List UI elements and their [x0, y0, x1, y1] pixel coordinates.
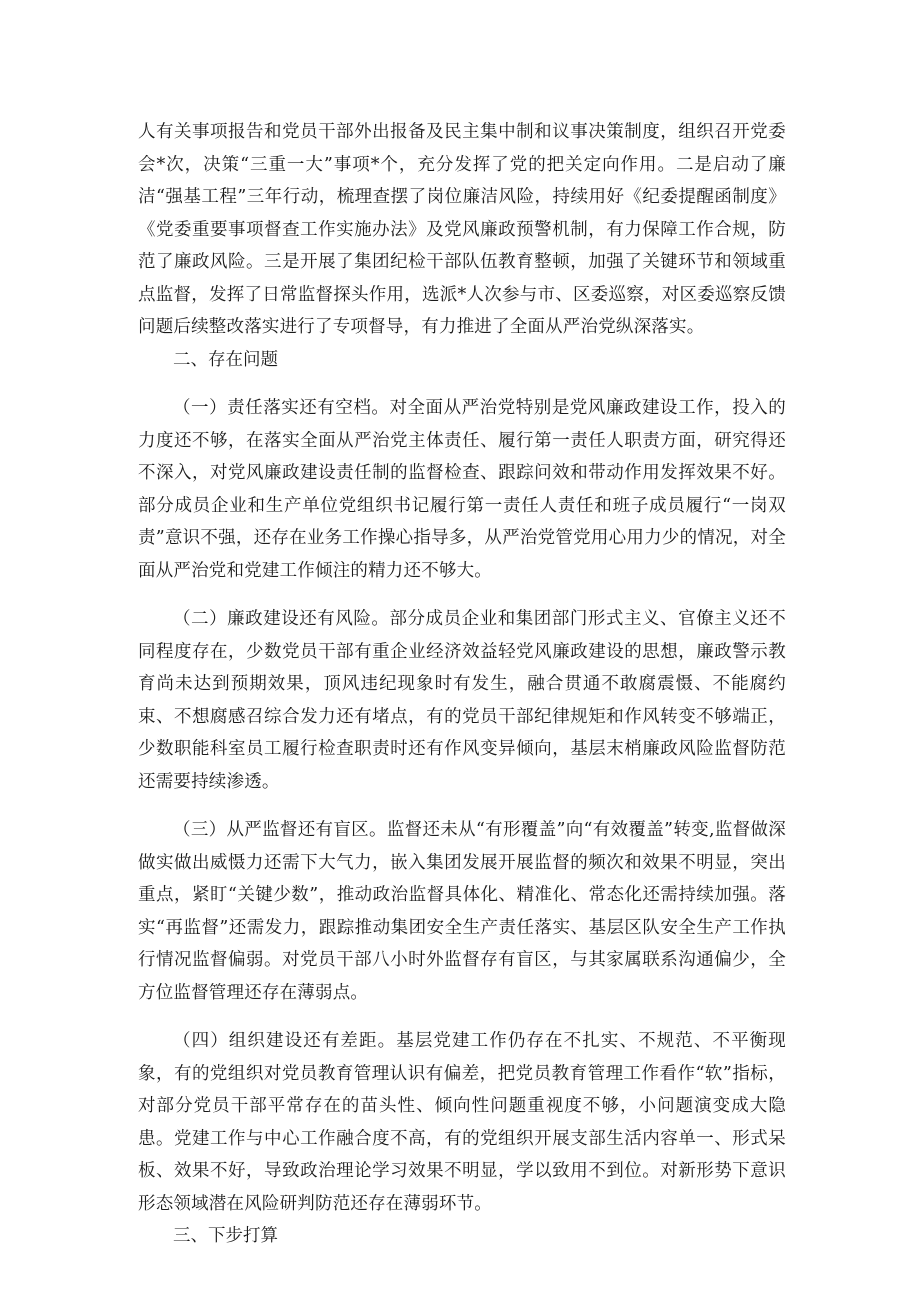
section-heading-next-steps: 三、下步打算 [173, 1226, 278, 1246]
section-heading-problems: 二、存在问题 [173, 349, 278, 370]
document-page [138, 116, 786, 1253]
paragraph-continued: 人有关事项报告和党员干部外出报备及民主集中制和议事决策制度，组织召开党委会*次，决策“三重一大”事项*个，充分发挥了党的把关定向作用。二是启动了廉洁“强基工程”三年行动，梳理查摆了岗位廉洁风险，持续用好《纪委提醒函制度》《党委重要事项督查工作实施办法》及党风廉政预警机制，有力保障工作合规，防范了廉政风险。三是开展了集团纪检干部队伍教育整顿，加强了关键环节和领域重点监督，发挥了日常监督探头作用，选派*人次参与市、区委巡察，对区委巡察反馈问题后续整改落实进行了专项督导，有力推进了全面从严治党纵深落实。 [138, 122, 786, 337]
paragraph-organization-gap: （四）组织建设还有差距。基层党建工作仍存在不扎实、不规范、不平衡现象，有的党组织对党员教育管理认识有偏差，把党员教育管理工作看作“软”指标，对部分党员干部平常存在的苗头性、倾向性问题重视度不够，小问题演变成大隐患。党建工作与中心工作融合度不高，有的党组织开展支部生活内容单一、形式呆板、效果不好，导致政治理论学习效果不明显，学以致用不到位。对新形势下意识形态领域潜在风险研判防范还存在薄弱环节。 [138, 1031, 786, 1214]
paragraph-supervision-gap: （三）从严监督还有盲区。监督还未从“有形覆盖”向“有效覆盖”转变,监督做深做实做出威慑力还需下大气力，嵌入集团发展开展监督的频次和效果不明显，突出重点，紧盯“关键少数”，推动政治监督具体化、精准化、常态化还需持续加强。落实“再监督”还需发力，跟踪推动集团安全生产责任落实、基层区队安全生产工作执行情况监督偏弱。对党员干部八小时外监督存有盲区，与其家属联系沟通偏少，全方位监督管理还存在薄弱点。 [138, 820, 786, 1003]
paragraph-responsibility: （一）责任落实还有空档。对全面从严治党特别是党风廉政建设工作，投入的力度还不够，在落实全面从严治党主体责任、履行第一责任人职责方面，研究得还不深入，对党风廉政建设责任制的监督检查、跟踪问效和带动作用发挥效果不好。部分成员企业和生产单位党组织书记履行第一责任人责任和班子成员履行“一岗双责”意识不强，还存在业务工作操心指导多，从严治党管党用心用力少的情况，对全面从严治党和党建工作倾注的精力还不够大。 [138, 398, 786, 581]
paragraph-integrity-risk: （二）廉政建设还有风险。部分成员企业和集团部门形式主义、官僚主义还不同程度存在，少数党员干部有重企业经济效益轻党风廉政建设的思想，廉政警示教育尚未达到预期效果，顶风违纪现象时有发生，融合贯通不敢腐震慑、不能腐约束、不想腐感召综合发力还有堵点，有的党员干部纪律规矩和作风转变不够端正，少数职能科室员工履行检查职责时还有作风变异倾向，基层末梢廉政风险监督防范还需要持续渗透。 [138, 609, 786, 792]
